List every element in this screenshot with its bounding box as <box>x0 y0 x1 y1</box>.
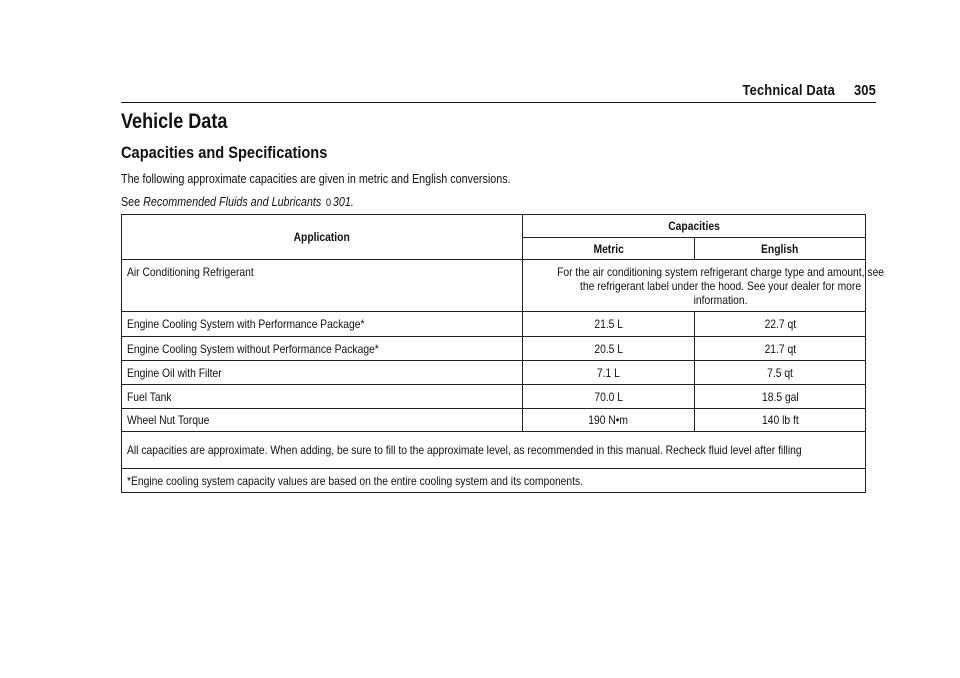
application-cell: Engine Cooling System with Performance Package* <box>122 312 523 337</box>
approximate-note: All capacities are approximate. When adding, be sure to fill to the approximate level, as recommended in this manual. Recheck fluid level after filling <box>122 432 866 469</box>
see-reference <box>121 195 354 209</box>
english-cell: 18.5 gal <box>695 385 866 409</box>
reference-page[interactable]: 301. <box>332 195 354 209</box>
table-row <box>122 312 866 337</box>
table-row <box>122 385 866 409</box>
metric-cell: 7.1 L <box>523 361 695 385</box>
header-application: Application <box>122 215 523 260</box>
table-note-row <box>122 469 866 493</box>
metric-cell: 70.0 L <box>523 385 695 409</box>
combined-capacity-cell: For the air conditioning system refrigerant charge type and amount, see the refrigerant label under the hood. See your dealer for more information. <box>523 260 866 312</box>
table-row <box>122 337 866 361</box>
header-english: English <box>695 238 866 260</box>
metric-cell: 21.5 L <box>523 312 695 337</box>
footnote: *Engine cooling system capacity values are based on the entire cooling system and its components. <box>122 469 866 493</box>
intro-paragraph: The following approximate capacities are given in metric and English conversions. <box>121 172 511 186</box>
page-title: Vehicle Data <box>121 110 228 133</box>
application-cell: Air Conditioning Refrigerant <box>122 260 523 312</box>
metric-cell: 20.5 L <box>523 337 695 361</box>
table-row <box>122 409 866 432</box>
reference-link[interactable]: Recommended Fluids and Lubricants <box>143 195 322 209</box>
table-row <box>122 361 866 385</box>
running-header <box>123 82 876 99</box>
page-reference-icon: 0 <box>325 197 332 209</box>
application-cell: Fuel Tank <box>122 385 523 409</box>
application-cell: Wheel Nut Torque <box>122 409 523 432</box>
header-metric: Metric <box>523 238 695 260</box>
see-prefix: See <box>121 195 141 209</box>
table-row <box>122 260 866 312</box>
application-cell: Engine Cooling System without Performance Package* <box>122 337 523 361</box>
metric-cell: 190 N•m <box>523 409 695 432</box>
english-cell: 22.7 qt <box>695 312 866 337</box>
english-cell: 7.5 qt <box>695 361 866 385</box>
english-cell: 140 lb ft <box>695 409 866 432</box>
english-cell: 21.7 qt <box>695 337 866 361</box>
capacities-table <box>121 214 885 493</box>
table-note-row <box>122 432 866 469</box>
section-heading: Capacities and Specifications <box>121 143 328 162</box>
application-cell: Engine Oil with Filter <box>122 361 523 385</box>
header-capacities: Capacities <box>523 215 866 238</box>
section-title: Technical Data <box>742 82 836 99</box>
page-number: 305 <box>853 82 876 99</box>
header-rule <box>121 102 876 103</box>
